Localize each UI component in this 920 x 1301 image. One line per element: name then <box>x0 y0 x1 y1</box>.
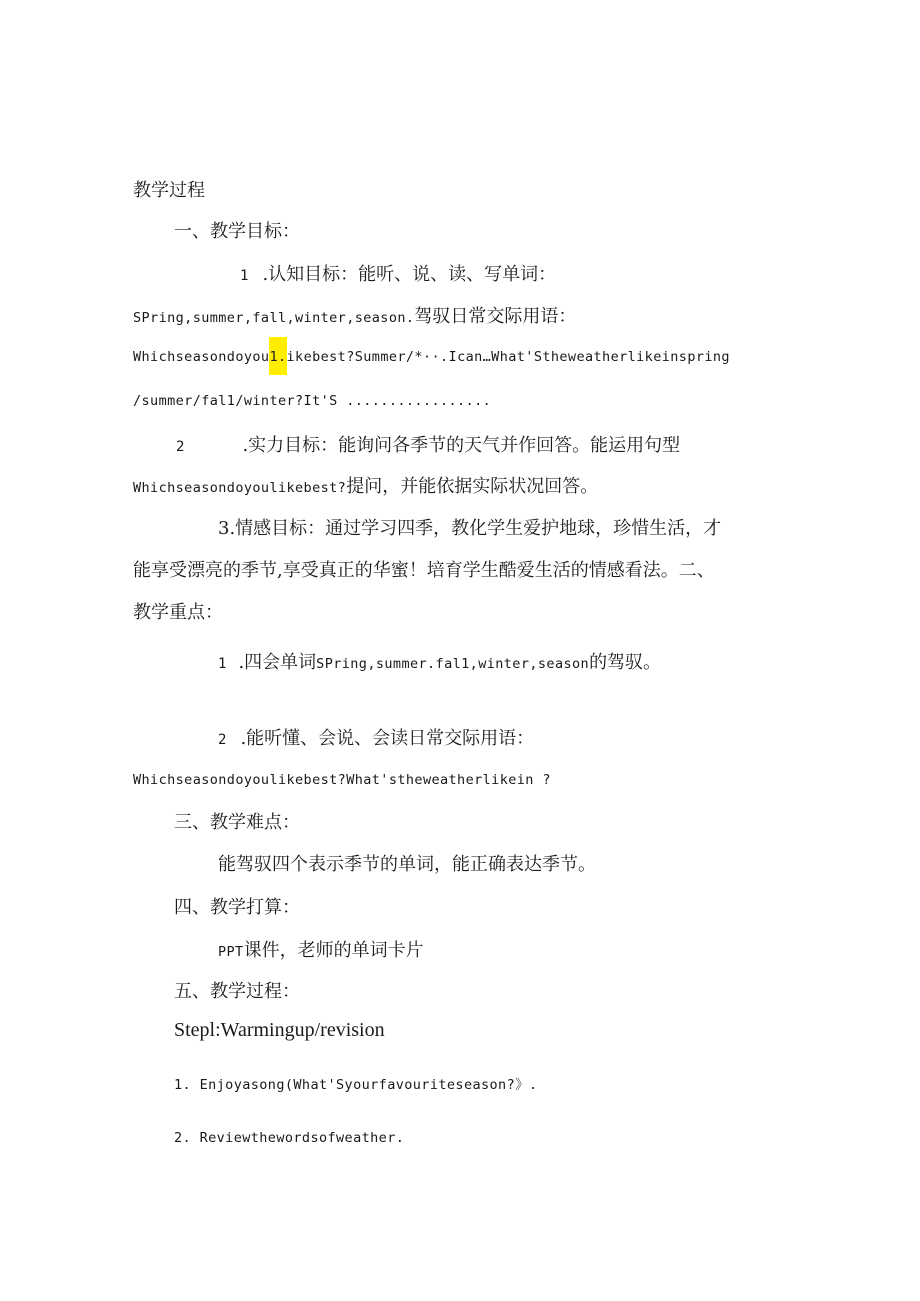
goal-2 <box>176 431 680 457</box>
key-point-2 <box>218 724 534 750</box>
section-heading-preparation: 四、教学打算： <box>174 897 300 918</box>
goal-3-line-1: 3.情感目标：通过学习四季，教化学生爱护地球，珍惜生活，才 <box>218 518 722 539</box>
step-1-item-2: 2. Reviewthewordsofweather. <box>174 1130 405 1146</box>
goal-2-en: Whichseasondoyoulikebest? <box>133 480 347 496</box>
goal-1 <box>240 260 556 286</box>
preparation-ppt: PPT <box>218 944 244 960</box>
vocab-words: SPring,summer,fall,winter,season. <box>133 310 415 326</box>
key-point-1-cn: .四会单词 <box>238 652 317 673</box>
page-title: 教学过程 <box>133 180 205 201</box>
goal-2-text: .实力目标：能询问各季节的天气并作回答。能运用句型 <box>242 435 681 456</box>
goal-2-sentence <box>133 472 598 498</box>
goal-2-number: 2 <box>176 439 185 455</box>
section-heading-difficulties: 三、教学难点： <box>174 812 300 833</box>
goal-2-cn: 提问，并能依据实际状况回答。 <box>346 476 599 497</box>
sentence-1-b: ikebest?Summer/*··.Ican…What'Stheweatherlikeinspring <box>286 349 730 365</box>
goal-3-line-2: 能享受漂亮的季节,享受真正的华蜜！培育学生酷爱生活的情感看法。二、 <box>133 560 715 581</box>
step-1-title: Stepl:Warmingup/revision <box>174 1019 385 1041</box>
vocab-line <box>133 302 576 328</box>
vocab-cn: 驾驭日常交际用语： <box>414 306 577 327</box>
preparation-cn: 课件，老师的单词卡片 <box>243 940 424 961</box>
key-point-1-tail: 的驾驭。 <box>589 652 662 673</box>
highlighted-text: 1. <box>269 337 286 375</box>
key-point-1-en: SPring,summer.fal1,winter,season <box>316 656 590 672</box>
preparation-text <box>218 936 424 962</box>
step-1-item-1: 1. Enjoyasong(What'Syourfavouriteseason?》. <box>174 1077 538 1093</box>
key-point-2-cn: .能听懂、会说、会读日常交际用语： <box>240 728 535 749</box>
key-point-2-sentence: Whichseasondoyoulikebest?What'stheweatherlikein ? <box>133 772 551 788</box>
key-point-1 <box>218 648 661 674</box>
sentence-line-1 <box>133 349 730 365</box>
goal-1-text: .认知目标：能听、说、读、写单词： <box>262 264 557 285</box>
key-point-1-number: 1 <box>218 656 227 672</box>
goal-1-number: 1 <box>240 268 249 284</box>
goal-3-line-3: 教学重点： <box>133 602 223 623</box>
sentence-1-a: Whichseasondoyou <box>133 349 270 365</box>
section-heading-process: 五、教学过程： <box>174 981 300 1002</box>
difficulties-text: 能驾驭四个表示季节的单词，能正确表达季节。 <box>218 854 596 875</box>
sentence-line-2: /summer/fal1/winter?It'S ................. <box>133 393 492 409</box>
key-point-2-number: 2 <box>218 732 227 748</box>
section-heading-objectives: 一、教学目标： <box>174 221 300 242</box>
